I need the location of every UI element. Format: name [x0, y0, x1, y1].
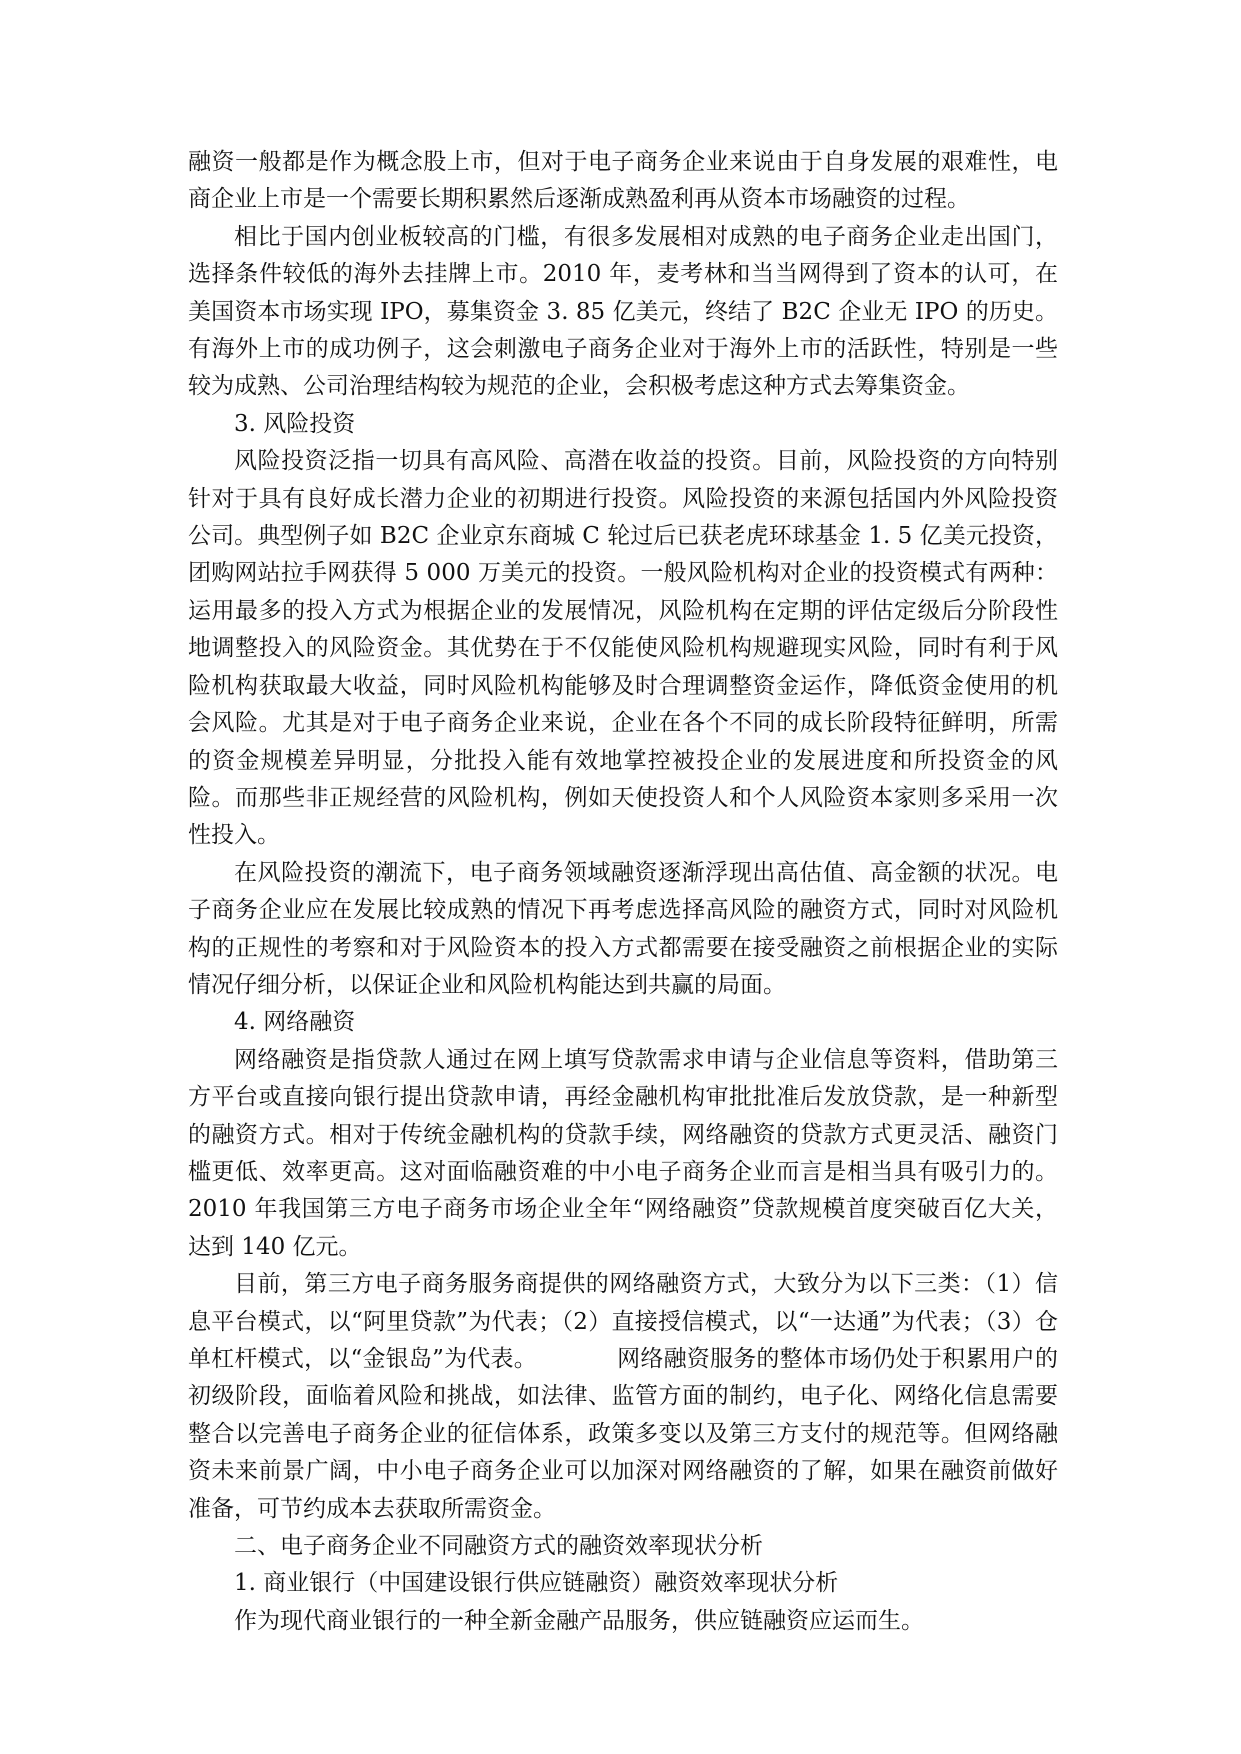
paragraph-online-financing: 网络融资是指贷款人通过在网上填写贷款需求申请与企业信息等资料，借助第三方平台或直接向银行提出贷款申请，再经金融机构审批批准后发放贷款，是一种新型的融资方式。相对于传统金融机构的贷款手续，网络融资的贷款方式更灵活、融资门槛更低、效率更高。这对面临融资难的中小电子商务企业而言是相当具有吸引力的。2010 年我国第三方电子商务市场企业全年“网络融资”贷款规模首度突破百亿大关，达到 140 亿元。	[188, 1046, 1058, 1260]
section-heading-venture-capital: 3. 风险投资	[234, 410, 356, 437]
paragraph-modes-text: 目前，第三方电子商务服务商提供的网络融资方式，大致分为以下三类：（1）信息平台模式，以“阿里贷款”为代表；（2）直接授信模式，以“一达通”为代表；（3）仓单杠杆模式，以“金银岛”为代表。	[188, 1271, 1058, 1372]
document-body	[188, 144, 1058, 1640]
paragraph-overseas-listing: 相比于国内创业板较高的门槛，有很多发展相对成熟的电子商务企业走出国门，选择条件较低的海外去挂牌上市。2010 年，麦考林和当当网得到了资本的认可，在美国资本市场实现 IPO，募集资金 3. 85 亿美元，终结了 B2C 企业无 IPO 的历史。有海外上市的成功例子，这会刺激电子商务企业对于海外上市的活跃性，特别是一些较为成熟、公司治理结构较为规范的企业，会积极考虑这种方式去筹集资金。	[188, 223, 1058, 400]
paragraph-ipo-intro: 融资一般都是作为概念股上市，但对于电子商务企业来说由于自身发展的艰难性，电商企业上市是一个需要长期积累然后逐渐成熟盈利再从资本市场融资的过程。	[188, 149, 1058, 213]
paragraph-modes-continuation: 网络融资服务的整体市场仍处于积累用户的初级阶段，面临着风险和挑战，如法律、监管方面的制约，电子化、网络化信息需要整合以完善电子商务企业的征信体系，政策多变以及第三方支付的规范等。但网络融资未来前景广阔，中小电子商务企业可以加深对网络融资的了解，如果在融资前做好准备，可节约成本去获取所需资金。	[188, 1346, 1058, 1522]
paragraph-supply-chain-financing: 作为现代商业银行的一种全新金融产品服务，供应链融资应运而生。	[234, 1607, 924, 1634]
subsection-heading-commercial-bank: 1. 商业银行（中国建设银行供应链融资）融资效率现状分析	[234, 1570, 839, 1597]
paragraph-venture-trend: 在风险投资的潮流下，电子商务领域融资逐渐浮现出高估值、高金额的状况。电子商务企业应在发展比较成熟的情况下再考虑选择高风险的融资方式，同时对风险机构的正规性的考察和对于风险资本的投入方式都需要在接受融资之前根据企业的实际情况仔细分析，以保证企业和风险机构能达到共赢的局面。	[188, 859, 1058, 998]
section-heading-online-financing: 4. 网络融资	[234, 1009, 356, 1036]
paragraph-venture-capital: 风险投资泛指一切具有高风险、高潜在收益的投资。目前，风险投资的方向特别针对于具有良好成长潜力企业的初期进行投资。风险投资的来源包括国内外风险投资公司。典型例子如 B2C 企业京东商城 C 轮过后已获老虎环球基金 1. 5 亿美元投资，团购网站拉手网获得 5 000 万美元的投资。一般风险机构对企业的投资模式有两种：运用最多的投入方式为根据企业的发展情况，风险机构在定期的评估定级后分阶段性地调整投入的风险资金。其优势在于不仅能使风险机构规避现实风险，同时有利于风险机构获取最大收益，同时风险机构能够及时合理调整资金运作，降低资金使用的机会风险。尤其是对于电子商务企业来说，企业在各个不同的成长阶段特征鲜明，所需的资金规模差异明显，分批投入能有效地掌控被投企业的发展进度和所投资金的风险。而那些非正规经营的风险机构，例如天使投资人和个人风险资本家则多采用一次性投入。	[188, 448, 1058, 849]
section-heading-efficiency-analysis: 二、电子商务企业不同融资方式的融资效率现状分析	[234, 1533, 763, 1560]
paragraph-online-financing-modes	[188, 1266, 1058, 1528]
